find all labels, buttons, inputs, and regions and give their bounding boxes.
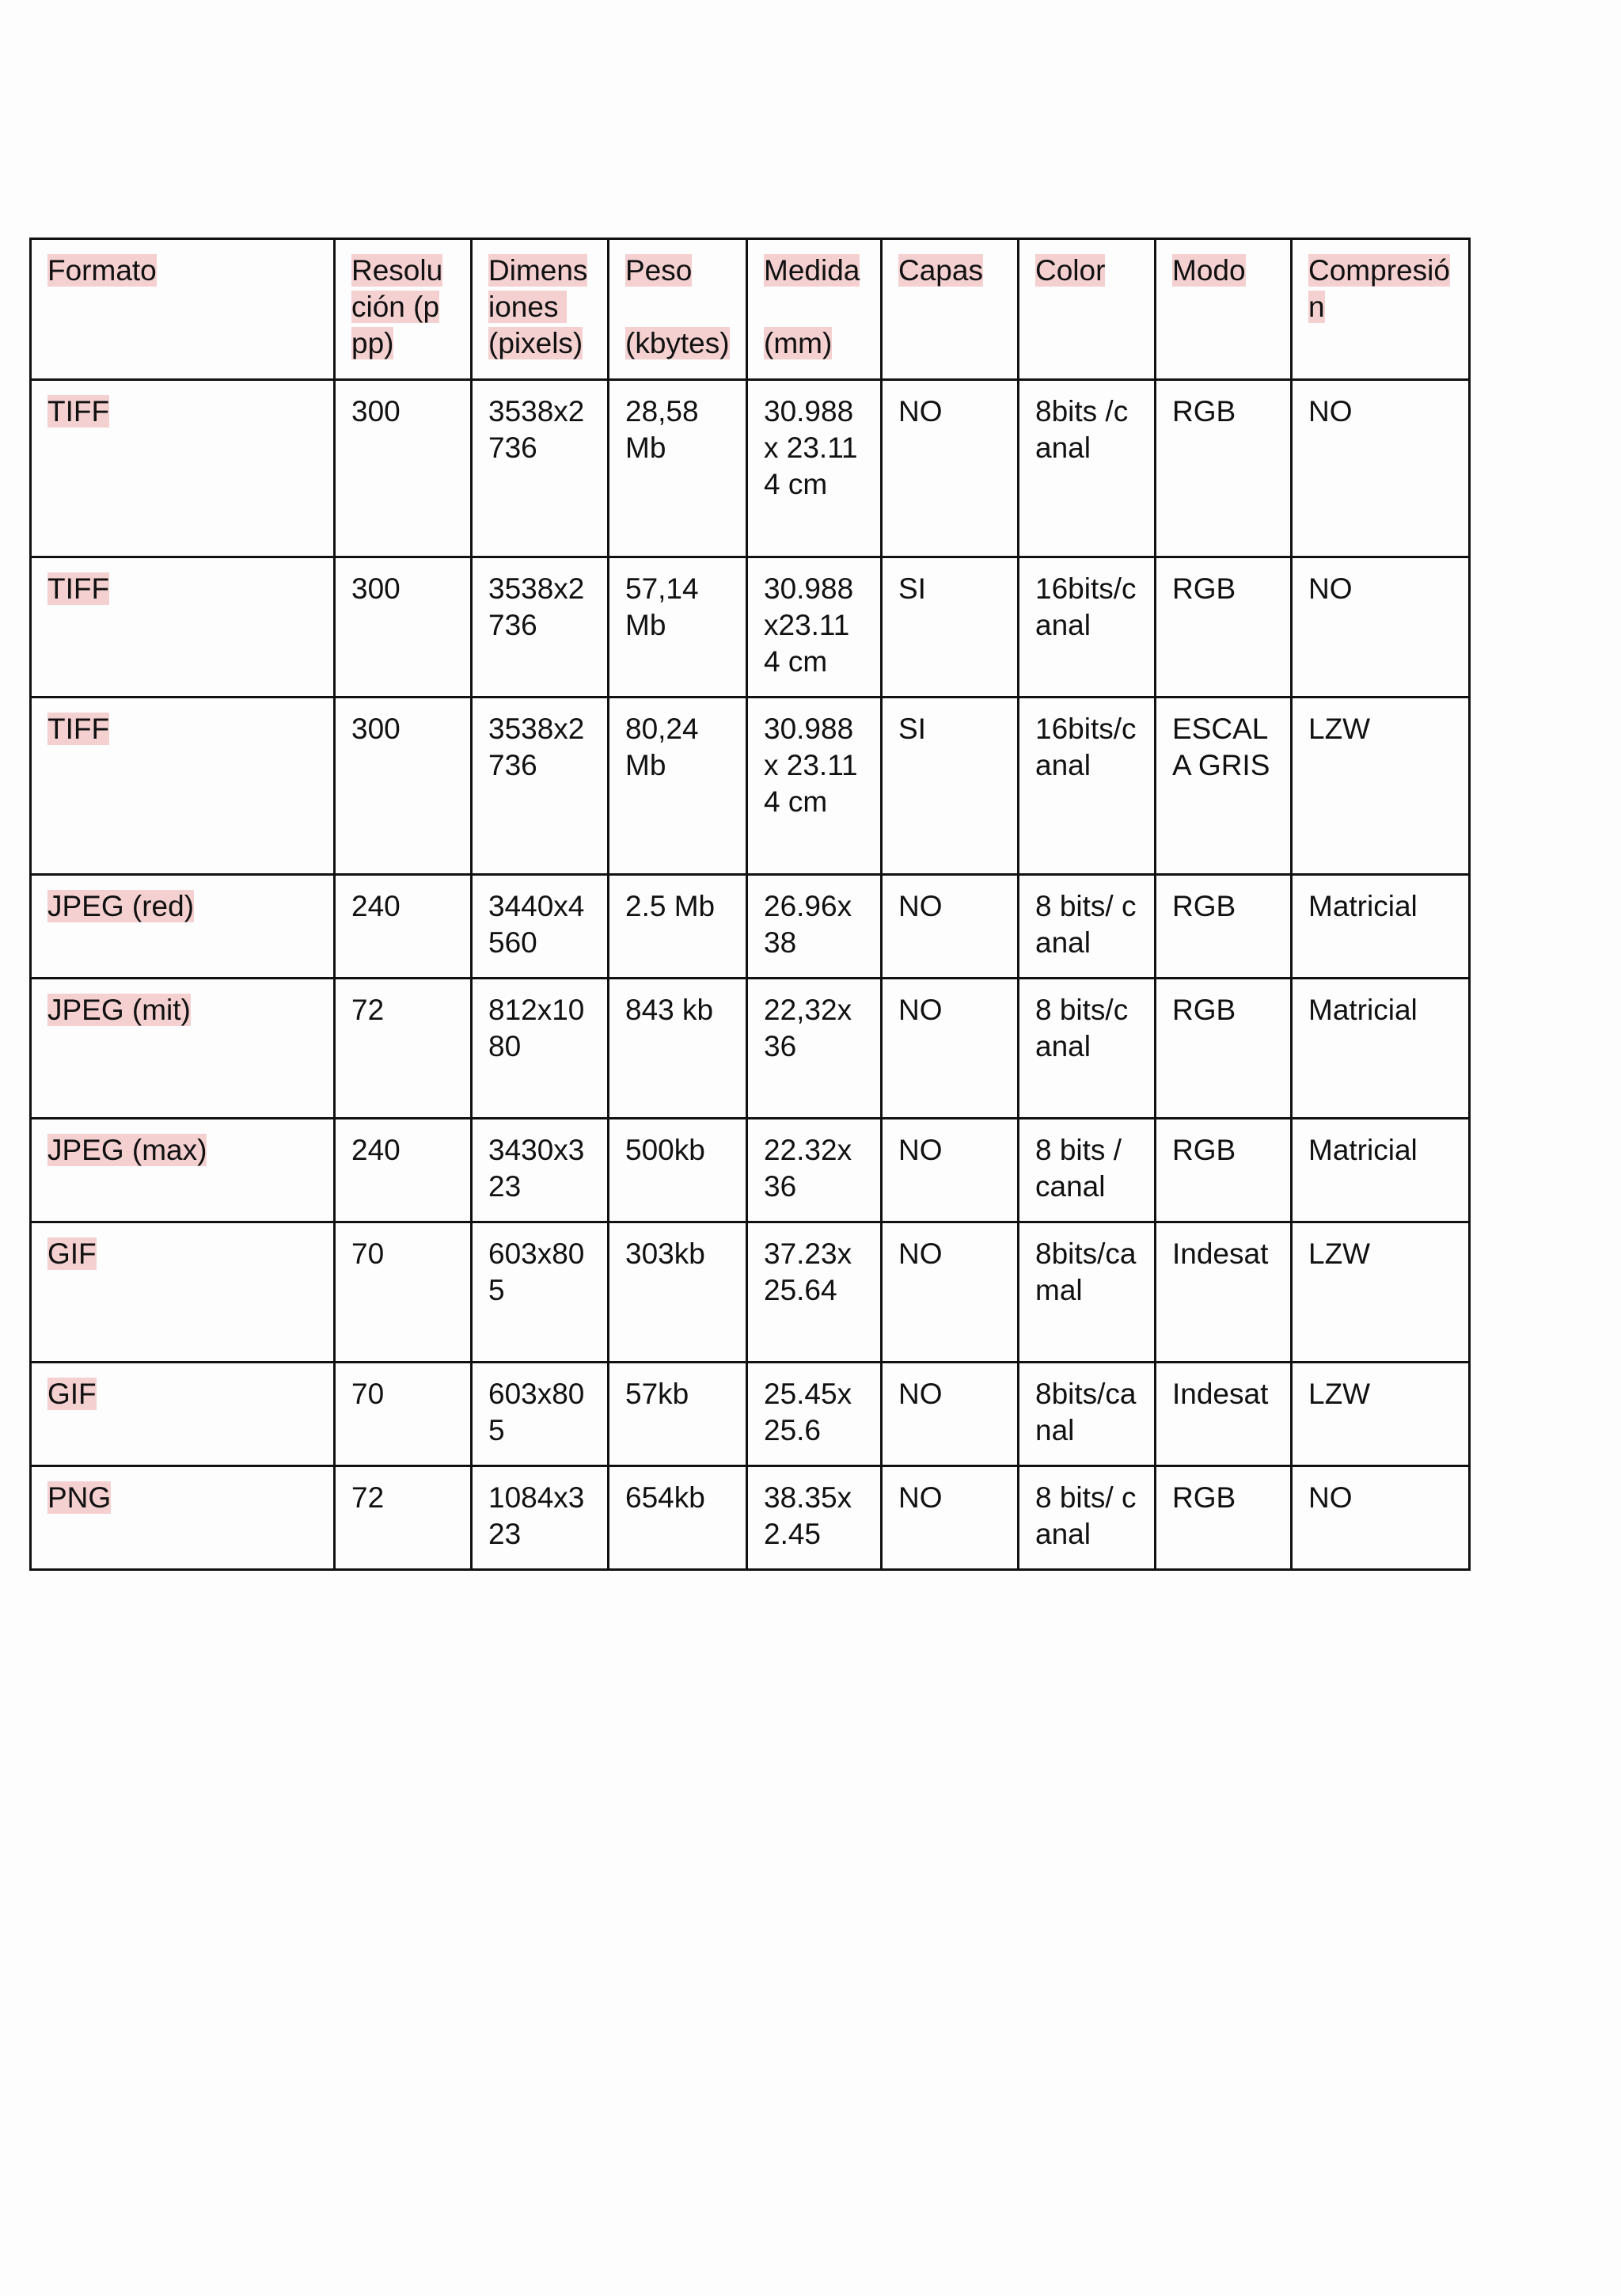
header-peso: Peso (kbytes) bbox=[609, 239, 747, 380]
cell-medida: 26.96x38 bbox=[747, 875, 882, 979]
cell-color: 8 bits/ canal bbox=[1019, 1466, 1156, 1570]
table-row bbox=[31, 380, 1470, 557]
table-row bbox=[31, 1363, 1470, 1466]
cell-dimensiones: 3538x2736 bbox=[472, 698, 609, 875]
cell-resolucion: 72 bbox=[335, 1466, 472, 1570]
cell-peso: 57kb bbox=[609, 1363, 747, 1466]
cell-peso: 500kb bbox=[609, 1119, 747, 1222]
header-compresion: Compresión bbox=[1292, 239, 1470, 380]
cell-capas: NO bbox=[882, 979, 1019, 1119]
header-color: Color bbox=[1019, 239, 1156, 380]
cell-compresion: LZW bbox=[1292, 1222, 1470, 1363]
table-row bbox=[31, 557, 1470, 698]
cell-dimensiones: 603x805 bbox=[472, 1363, 609, 1466]
cell-compresion: NO bbox=[1292, 557, 1470, 698]
table-row bbox=[31, 979, 1470, 1119]
cell-color: 8bits /canal bbox=[1019, 380, 1156, 557]
cell-formato bbox=[31, 698, 335, 875]
cell-modo: RGB bbox=[1156, 979, 1292, 1119]
format-name: TIFF bbox=[47, 713, 110, 745]
cell-compresion: LZW bbox=[1292, 1363, 1470, 1466]
cell-capas: NO bbox=[882, 875, 1019, 979]
format-name: GIF bbox=[47, 1237, 97, 1270]
cell-compresion: Matricial bbox=[1292, 875, 1470, 979]
cell-capas: NO bbox=[882, 380, 1019, 557]
cell-medida: 37.23x 25.64 bbox=[747, 1222, 882, 1363]
cell-resolucion: 300 bbox=[335, 380, 472, 557]
cell-compresion: Matricial bbox=[1292, 1119, 1470, 1222]
cell-peso: 57,14 Mb bbox=[609, 557, 747, 698]
cell-capas: SI bbox=[882, 557, 1019, 698]
cell-modo: RGB bbox=[1156, 380, 1292, 557]
cell-capas: NO bbox=[882, 1363, 1019, 1466]
formats-table bbox=[29, 238, 1471, 1571]
cell-dimensiones: 603x805 bbox=[472, 1222, 609, 1363]
cell-capas: NO bbox=[882, 1119, 1019, 1222]
format-name: GIF bbox=[47, 1378, 97, 1410]
header-modo: Modo bbox=[1156, 239, 1292, 380]
table-row bbox=[31, 698, 1470, 875]
cell-medida: 22.32x36 bbox=[747, 1119, 882, 1222]
table-row bbox=[31, 1119, 1470, 1222]
cell-formato bbox=[31, 557, 335, 698]
cell-peso: 2.5 Mb bbox=[609, 875, 747, 979]
cell-modo: Indesat bbox=[1156, 1363, 1292, 1466]
format-name: TIFF bbox=[47, 395, 110, 428]
cell-modo: RGB bbox=[1156, 1119, 1292, 1222]
cell-compresion: NO bbox=[1292, 1466, 1470, 1570]
cell-peso: 80,24 Mb bbox=[609, 698, 747, 875]
cell-resolucion: 70 bbox=[335, 1222, 472, 1363]
header-dimensiones: Dimensiones (pixels) bbox=[472, 239, 609, 380]
cell-color: 16bits/canal bbox=[1019, 557, 1156, 698]
cell-compresion: LZW bbox=[1292, 698, 1470, 875]
cell-capas: NO bbox=[882, 1466, 1019, 1570]
cell-medida: 30.988 x 23.114 cm bbox=[747, 698, 882, 875]
cell-dimensiones: 3430x323 bbox=[472, 1119, 609, 1222]
cell-formato bbox=[31, 1222, 335, 1363]
cell-dimensiones: 1084x323 bbox=[472, 1466, 609, 1570]
cell-resolucion: 70 bbox=[335, 1363, 472, 1466]
cell-formato bbox=[31, 979, 335, 1119]
table-row bbox=[31, 875, 1470, 979]
format-name: PNG bbox=[47, 1481, 112, 1514]
cell-modo: RGB bbox=[1156, 1466, 1292, 1570]
cell-color: 16bits/canal bbox=[1019, 698, 1156, 875]
header-capas: Capas bbox=[882, 239, 1019, 380]
cell-color: 8 bits / canal bbox=[1019, 1119, 1156, 1222]
cell-capas: NO bbox=[882, 1222, 1019, 1363]
cell-color: 8bits/camal bbox=[1019, 1222, 1156, 1363]
cell-color: 8 bits/ canal bbox=[1019, 875, 1156, 979]
table-row bbox=[31, 1466, 1470, 1570]
cell-formato bbox=[31, 380, 335, 557]
cell-formato bbox=[31, 1119, 335, 1222]
cell-resolucion: 240 bbox=[335, 875, 472, 979]
cell-compresion: NO bbox=[1292, 380, 1470, 557]
cell-resolucion: 300 bbox=[335, 557, 472, 698]
cell-resolucion: 240 bbox=[335, 1119, 472, 1222]
cell-peso: 843 kb bbox=[609, 979, 747, 1119]
cell-formato bbox=[31, 875, 335, 979]
format-name: JPEG (mit) bbox=[47, 994, 191, 1026]
cell-modo: ESCALA GRIS bbox=[1156, 698, 1292, 875]
table-row bbox=[31, 1222, 1470, 1363]
cell-capas: SI bbox=[882, 698, 1019, 875]
cell-modo: RGB bbox=[1156, 557, 1292, 698]
cell-peso: 654kb bbox=[609, 1466, 747, 1570]
cell-compresion: Matricial bbox=[1292, 979, 1470, 1119]
table-body bbox=[31, 380, 1470, 1570]
cell-dimensiones: 3440x4560 bbox=[472, 875, 609, 979]
cell-peso: 303kb bbox=[609, 1222, 747, 1363]
header-medida: Medida (mm) bbox=[747, 239, 882, 380]
format-name: TIFF bbox=[47, 572, 110, 605]
cell-resolucion: 72 bbox=[335, 979, 472, 1119]
cell-resolucion: 300 bbox=[335, 698, 472, 875]
cell-dimensiones: 3538x2736 bbox=[472, 380, 609, 557]
header-row bbox=[31, 239, 1470, 380]
header-formato: Formato bbox=[31, 239, 335, 380]
cell-dimensiones: 3538x2736 bbox=[472, 557, 609, 698]
cell-modo: RGB bbox=[1156, 875, 1292, 979]
format-name: JPEG (red) bbox=[47, 890, 195, 922]
cell-modo: Indesat bbox=[1156, 1222, 1292, 1363]
cell-dimensiones: 812x1080 bbox=[472, 979, 609, 1119]
cell-formato bbox=[31, 1363, 335, 1466]
cell-medida: 38.35x 2.45 bbox=[747, 1466, 882, 1570]
format-name: JPEG (max) bbox=[47, 1134, 207, 1166]
cell-color: 8 bits/canal bbox=[1019, 979, 1156, 1119]
cell-formato bbox=[31, 1466, 335, 1570]
cell-medida: 30.988 x 23.114 cm bbox=[747, 380, 882, 557]
cell-medida: 25.45x 25.6 bbox=[747, 1363, 882, 1466]
cell-color: 8bits/canal bbox=[1019, 1363, 1156, 1466]
header-resolucion: Resolución (ppp) bbox=[335, 239, 472, 380]
cell-medida: 22,32x36 bbox=[747, 979, 882, 1119]
cell-medida: 30.988 x23.114 cm bbox=[747, 557, 882, 698]
cell-peso: 28,58 Mb bbox=[609, 380, 747, 557]
